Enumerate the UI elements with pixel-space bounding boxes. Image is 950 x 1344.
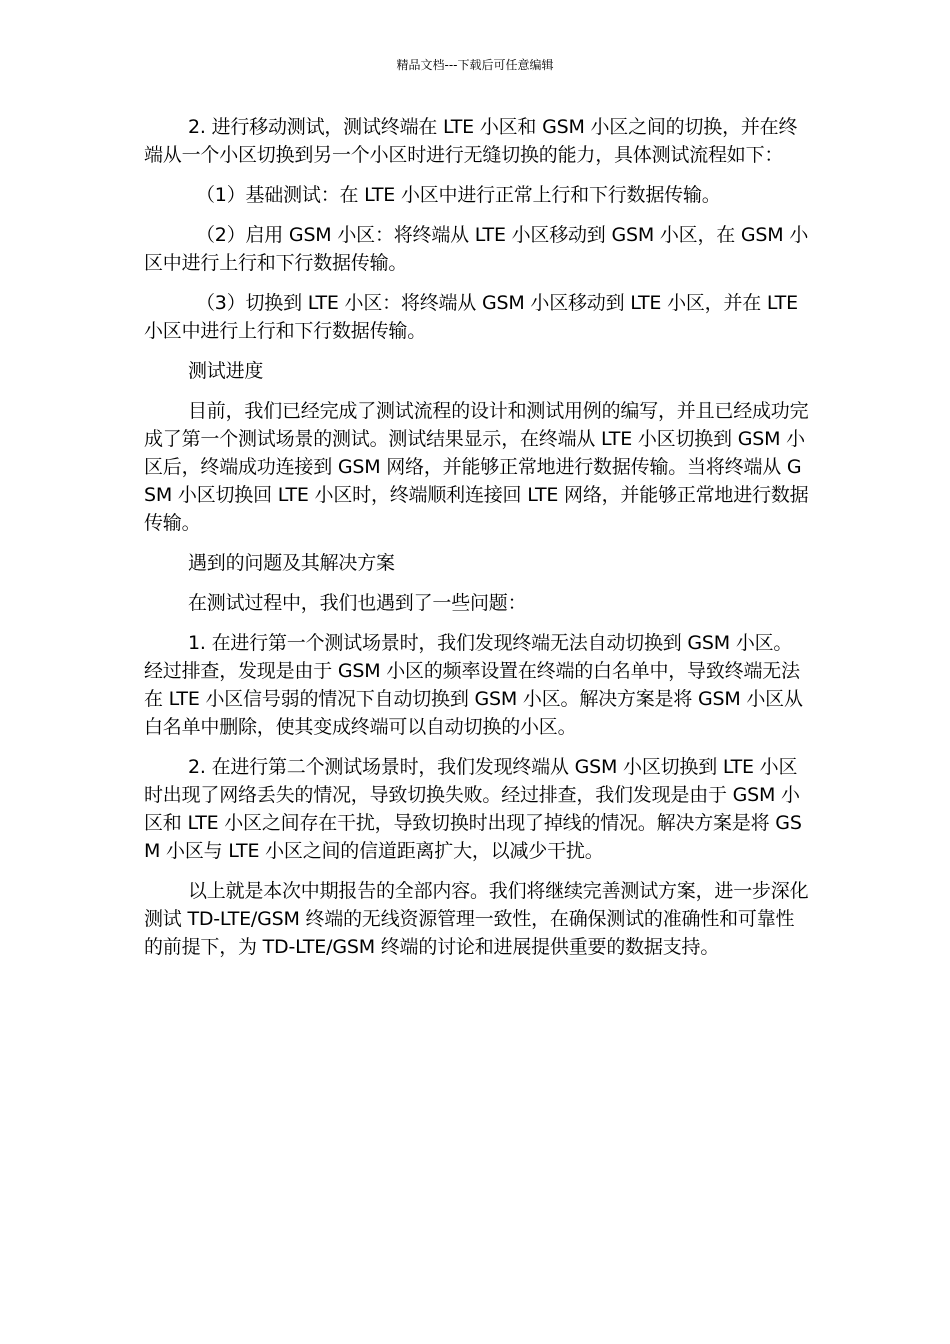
paragraph-step-3-switch-lte: （3）切换到 LTE 小区：将终端从 GSM 小区移动到 LTE 小区，并在 LTE 小区中进行上行和下行数据传输。 [144,292,798,342]
document-body [144,113,809,973]
paragraph-conclusion: 以上就是本次中期报告的全部内容。我们将继续完善测试方案，进一步深化测试 TD-LTE/GSM 终端的无线资源管理一致性，在确保测试的准确性和可靠性的前提下，为 TD-LTE/GSM 终端的讨论和进展提供重要的数据支持。 [144,880,809,958]
paragraph-progress-details: 目前，我们已经完成了测试流程的设计和测试用例的编写，并且已经成功完成了第一个测试场景的测试。测试结果显示，在终端从 LTE 小区切换到 GSM 小区后，终端成功连接到 GSM 网络，并能够正常地进行数据传输。当将终端从 GSM 小区切换回 LTE 小区时，终端顺利连接回 LTE 网络，并能够正常地进行数据传输。 [144,400,809,534]
paragraph-problem-2: 2. 在进行第二个测试场景时，我们发现终端从 GSM 小区切换到 LTE 小区时出现了网络丢失的情况，导致切换失败。经过排查，我们发现是由于 GSM 小区和 LTE 小区之间存在干扰，导致切换时出现了掉线的情况。解决方案是将 GSM 小区与 LTE 小区之间的信道距离扩大，以减少干扰。 [144,756,802,862]
paragraph-mobile-test-intro: 2. 进行移动测试，测试终端在 LTE 小区和 GSM 小区之间的切换，并在终端从一个小区切换到另一个小区时进行无缝切换的能力，具体测试流程如下： [144,116,798,166]
page-header: 精品文档---下载后可任意编辑 [396,58,554,72]
paragraph-step-1-basic-test: （1）基础测试：在 LTE 小区中进行正常上行和下行数据传输。 [196,184,721,206]
paragraph-problem-1: 1. 在进行第一个测试场景时，我们发现终端无法自动切换到 GSM 小区。经过排查，发现是由于 GSM 小区的频率设置在终端的白名单中，导致终端无法在 LTE 小区信号弱的情况下自动切换到 GSM 小区。解决方案是将 GSM 小区从白名单中删除，使其变成终端可以自动切换的小区。 [144,632,803,738]
heading-test-progress: 测试进度 [188,360,264,382]
paragraph-step-2-enable-gsm: （2）启用 GSM 小区：将终端从 LTE 小区移动到 GSM 小区，在 GSM 小区中进行上行和下行数据传输。 [144,224,809,274]
heading-problems-solutions: 遇到的问题及其解决方案 [188,552,395,574]
paragraph-problems-intro: 在测试过程中，我们也遇到了一些问题： [188,592,527,614]
